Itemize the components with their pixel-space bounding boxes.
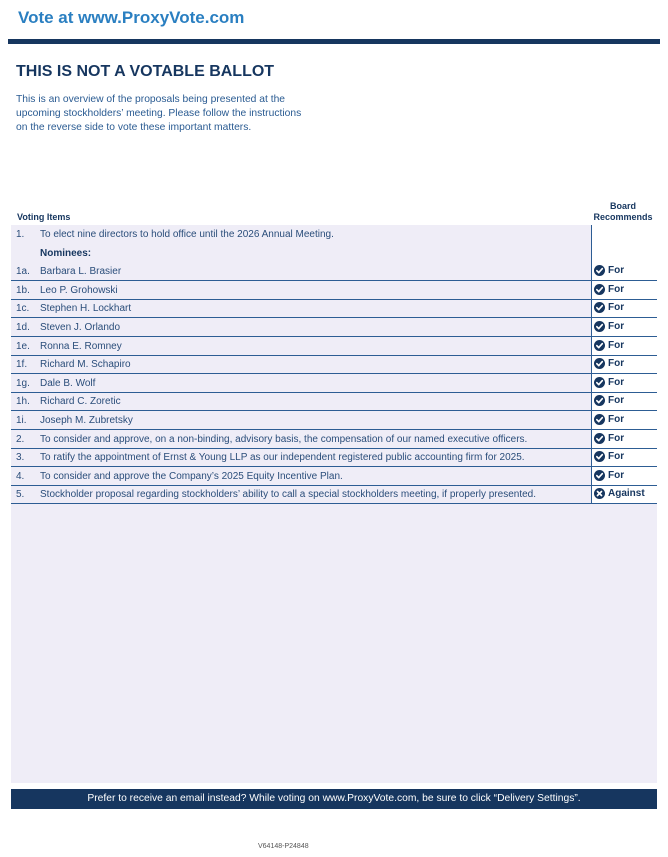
footer-banner: Prefer to receive an email instead? While voting on www.ProxyVote.com, be sure to click “Delivery Settings”. bbox=[11, 789, 657, 809]
table-row bbox=[11, 244, 657, 262]
board-recommendation bbox=[594, 265, 624, 276]
board-recommendation bbox=[594, 414, 624, 425]
recommendation-label: For bbox=[608, 283, 625, 295]
table-row bbox=[11, 448, 657, 467]
board-header-line1: Board bbox=[609, 201, 636, 211]
recommendation-label: For bbox=[608, 321, 625, 332]
page-title: THIS IS NOT A VOTABLE BALLOT bbox=[16, 63, 275, 80]
recommendation-label: For bbox=[608, 265, 625, 277]
item-number: 1b. bbox=[16, 284, 30, 296]
item-text: To ratify the appointment of Ernst & Young LLP as our independent registered public accounting firm for 2025. bbox=[40, 452, 525, 464]
item-number: 1g. bbox=[16, 377, 30, 389]
item-text: Joseph M. Zubretsky bbox=[40, 415, 133, 426]
top-divider bbox=[8, 39, 660, 44]
item-text: Stockholder proposal regarding stockholders’ ability to call a special stockholders meeting, if properly presented. bbox=[40, 489, 537, 501]
board-recommendation bbox=[594, 284, 624, 295]
item-text: Richard M. Schapiro bbox=[40, 359, 131, 371]
check-circle-icon bbox=[594, 265, 605, 276]
check-circle-icon bbox=[594, 302, 605, 313]
intro-line: on the reverse side to vote these important matters. bbox=[16, 122, 252, 133]
recommendation-label: For bbox=[608, 302, 625, 314]
item-number: 4. bbox=[16, 470, 25, 482]
item-number: 1f. bbox=[16, 359, 28, 371]
document-code: V64148-P24848 bbox=[258, 843, 309, 850]
check-circle-icon bbox=[594, 395, 605, 406]
table-row bbox=[11, 392, 657, 411]
board-recommends-header bbox=[588, 201, 658, 223]
table-row bbox=[11, 430, 657, 449]
recommendation-label: For bbox=[608, 469, 625, 481]
site-header: Vote at www.ProxyVote.com bbox=[18, 8, 245, 27]
table-row bbox=[11, 281, 657, 300]
item-text: Steven J. Orlando bbox=[40, 322, 121, 333]
ballot-table bbox=[11, 225, 657, 783]
item-number: 1i. bbox=[16, 415, 27, 426]
board-recommendation bbox=[594, 451, 624, 462]
item-number: 1a. bbox=[16, 266, 30, 278]
item-text: Barbara L. Brasier bbox=[40, 266, 122, 278]
item-number: 1. bbox=[16, 229, 25, 240]
recommendation-label: For bbox=[608, 432, 625, 444]
item-text: Leo P. Grohowski bbox=[40, 284, 118, 296]
board-recommendation bbox=[594, 302, 624, 313]
item-text: To elect nine directors to hold office until the 2026 Annual Meeting. bbox=[40, 229, 334, 240]
item-text: Ronna E. Romney bbox=[40, 340, 122, 352]
table-row bbox=[11, 374, 657, 393]
recommendation-label: For bbox=[608, 376, 625, 388]
check-circle-icon bbox=[594, 321, 605, 332]
check-circle-icon bbox=[594, 433, 605, 444]
check-circle-icon bbox=[594, 451, 605, 462]
board-recommendation bbox=[594, 433, 624, 444]
check-circle-icon bbox=[594, 414, 605, 425]
recommendation-label: For bbox=[608, 451, 625, 463]
item-number: 2. bbox=[16, 433, 25, 445]
nominees-label: Nominees: bbox=[40, 247, 92, 259]
table-row bbox=[11, 299, 657, 318]
board-recommendation bbox=[594, 488, 645, 499]
table-row bbox=[11, 337, 657, 356]
item-number: 3. bbox=[16, 452, 25, 464]
recommendation-label: For bbox=[608, 339, 625, 351]
item-number: 1c. bbox=[16, 303, 30, 315]
check-circle-icon bbox=[594, 340, 605, 351]
board-recommendation bbox=[594, 470, 624, 481]
item-number: 1e. bbox=[16, 340, 30, 352]
check-circle-icon bbox=[594, 358, 605, 369]
table-row bbox=[11, 411, 657, 430]
intro-line: This is an overview of the proposals being presented at the bbox=[16, 94, 286, 105]
check-circle-icon bbox=[594, 470, 605, 481]
table-row bbox=[11, 467, 657, 486]
board-header-line2: Recommends bbox=[593, 212, 653, 222]
table-row bbox=[11, 485, 657, 504]
check-circle-icon bbox=[594, 284, 605, 295]
table-row bbox=[11, 225, 657, 243]
item-text: To consider and approve, on a non-binding, advisory basis, the compensation of our named executive officers. bbox=[40, 433, 528, 445]
recommendation-label: Against bbox=[608, 488, 645, 500]
board-recommendation bbox=[594, 377, 624, 388]
table-row bbox=[11, 355, 657, 374]
item-text: To consider and approve the Company’s 2025 Equity Incentive Plan. bbox=[40, 470, 343, 482]
table-row bbox=[11, 318, 657, 337]
x-circle-icon bbox=[594, 488, 605, 499]
voting-items-header: Voting Items bbox=[17, 212, 71, 222]
recommendation-label: For bbox=[608, 414, 625, 425]
table-row bbox=[11, 262, 657, 281]
item-number: 1h. bbox=[16, 396, 30, 408]
board-recommendation bbox=[594, 395, 624, 406]
item-number: 1d. bbox=[16, 322, 30, 333]
intro-text bbox=[16, 93, 326, 135]
board-recommendation bbox=[594, 321, 624, 332]
intro-line: upcoming stockholders’ meeting. Please follow the instructions bbox=[16, 108, 302, 119]
item-text: Richard C. Zoretic bbox=[40, 396, 121, 408]
item-number: 5. bbox=[16, 489, 25, 501]
recommendation-label: For bbox=[608, 358, 625, 370]
recommendation-label: For bbox=[608, 395, 625, 407]
item-text: Stephen H. Lockhart bbox=[40, 303, 132, 315]
board-recommendation bbox=[594, 340, 624, 351]
check-circle-icon bbox=[594, 377, 605, 388]
item-text: Dale B. Wolf bbox=[40, 377, 96, 389]
board-recommendation bbox=[594, 358, 624, 369]
